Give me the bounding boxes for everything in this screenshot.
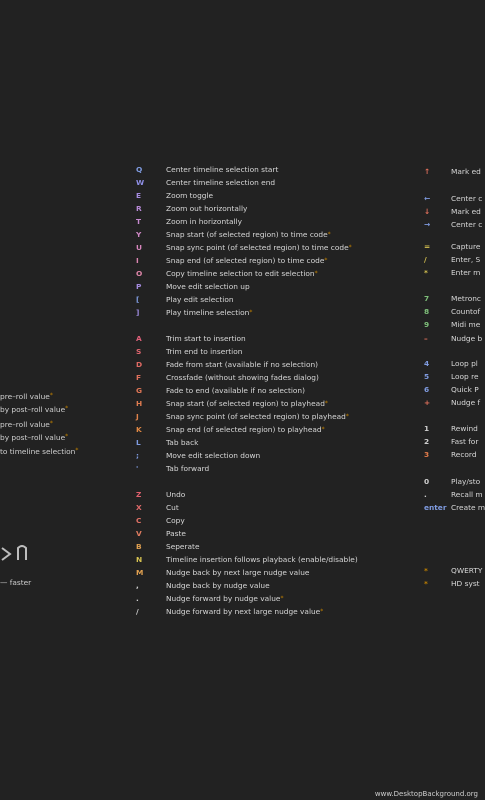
shortcut-key: =	[424, 242, 431, 251]
shortcut-key: –	[424, 334, 428, 343]
shortcut-description: Nudge f	[451, 398, 481, 407]
left-shortcut-fragment: pre–roll value*	[0, 392, 53, 401]
shortcut-description: Move edit selection down	[166, 451, 261, 460]
shortcut-key: A	[136, 334, 142, 343]
shortcut-description: Snap end (of selected region) to time code*	[166, 256, 328, 265]
shortcut-description: Midi me	[451, 320, 481, 329]
shortcut-description: Nudge forward by next large nudge value*	[166, 607, 324, 616]
shortcut-key: 8	[424, 307, 430, 316]
asterisk-marker: *	[348, 244, 352, 251]
shortcut-key: /	[136, 607, 139, 616]
shortcut-key: Y	[136, 230, 142, 239]
shortcut-key: L	[136, 438, 141, 447]
shortcut-description: Undo	[166, 490, 186, 499]
shortcut-description: Timeline insertion follows playback (enable/disable)	[166, 555, 358, 564]
logo-mark	[0, 538, 34, 566]
shortcut-key: 0	[424, 477, 430, 486]
shortcut-description: Fast for	[451, 437, 479, 446]
shortcut-description: Copy timeline selection to edit selection*	[166, 269, 318, 278]
shortcut-key: V	[136, 529, 142, 538]
watermark: www.DesktopBackground.org	[374, 790, 478, 798]
left-shortcut-fragment: by post–roll value*	[0, 405, 69, 414]
shortcut-description: Tab forward	[166, 464, 210, 473]
shortcut-description: Nudge back by nudge value	[166, 581, 270, 590]
asterisk-marker: *	[49, 392, 53, 399]
shortcut-description: Center timeline selection start	[166, 165, 279, 174]
shortcut-key: 5	[424, 372, 430, 381]
shortcut-description: Mark ed	[451, 167, 481, 176]
shortcut-description: Copy	[166, 516, 185, 525]
shortcut-key: W	[136, 178, 145, 187]
shortcut-key: 6	[424, 385, 430, 394]
shortcut-description: QWERTY	[451, 566, 483, 575]
shortcut-key: 7	[424, 294, 430, 303]
asterisk-marker: *	[75, 447, 79, 454]
shortcut-key: enter	[424, 503, 447, 512]
shortcut-key: ↓	[424, 207, 431, 216]
shortcut-key: ]	[136, 308, 140, 317]
shortcut-key: X	[136, 503, 142, 512]
shortcut-description: Snap end (of selected region) to playhead*	[166, 425, 325, 434]
shortcut-key: Z	[136, 490, 142, 499]
asterisk-marker: *	[280, 595, 284, 602]
shortcut-key: '	[136, 464, 139, 473]
shortcut-description: Mark ed	[451, 207, 481, 216]
shortcut-description: Create m	[451, 503, 485, 512]
shortcut-description: Center timeline selection end	[166, 178, 276, 187]
shortcut-key: H	[136, 399, 143, 408]
asterisk-marker: *	[49, 420, 53, 427]
shortcut-description: Center c	[451, 220, 483, 229]
shortcut-description: Paste	[166, 529, 186, 538]
shortcut-description: Play edit selection	[166, 295, 234, 304]
shortcut-description: Quick P	[451, 385, 479, 394]
shortcut-description: Fade to end (available if no selection)	[166, 386, 305, 395]
shortcut-key: /	[424, 255, 427, 264]
shortcut-description: Move edit selection up	[166, 282, 250, 291]
shortcut-key: *	[424, 566, 428, 575]
shortcut-description: Crossfade (without showing fades dialog)	[166, 373, 319, 382]
shortcut-key: S	[136, 347, 142, 356]
shortcut-key: E	[136, 191, 142, 200]
shortcut-key: 2	[424, 437, 430, 446]
shortcut-description: Loop pl	[451, 359, 478, 368]
shortcut-description: Center c	[451, 194, 483, 203]
asterisk-marker: *	[327, 231, 331, 238]
asterisk-marker: *	[324, 257, 328, 264]
shortcut-description: Nudge back by next large nudge value	[166, 568, 310, 577]
logo-caption: — faster	[0, 578, 32, 587]
shortcut-description: Fade from start (available if no selection)	[166, 360, 319, 369]
shortcut-key: K	[136, 425, 142, 434]
shortcut-description: Zoom out horizontally	[166, 204, 248, 213]
shortcut-description: Seperate	[166, 542, 200, 551]
shortcut-key: ↑	[424, 167, 431, 176]
asterisk-marker: *	[345, 413, 349, 420]
shortcut-key: M	[136, 568, 144, 577]
shortcut-description: Snap start (of selected region) to time code*	[166, 230, 331, 239]
shortcut-key: 3	[424, 450, 430, 459]
shortcut-description: Capture	[451, 242, 481, 251]
shortcut-description: Zoom toggle	[166, 191, 214, 200]
shortcut-description: Cut	[166, 503, 179, 512]
shortcut-key: 1	[424, 424, 430, 433]
shortcut-description: Snap sync point (of selected region) to time code*	[166, 243, 352, 252]
shortcut-key: ,	[136, 581, 139, 590]
shortcut-description: Snap start (of selected region) to playhead*	[166, 399, 328, 408]
left-shortcut-fragment: pre–roll value*	[0, 420, 53, 429]
shortcut-key: .	[424, 490, 427, 499]
shortcut-key: J	[136, 412, 139, 421]
shortcut-key: D	[136, 360, 143, 369]
shortcut-description: Snap sync point (of selected region) to playhead*	[166, 412, 349, 421]
shortcut-key: C	[136, 516, 142, 525]
shortcut-description: Rewind	[451, 424, 478, 433]
shortcut-key: O	[136, 269, 143, 278]
shortcut-description: Countof	[451, 307, 481, 316]
shortcut-key: N	[136, 555, 143, 564]
shortcut-key: ;	[136, 451, 139, 460]
shortcut-description: Zoom in horizontally	[166, 217, 243, 226]
shortcut-description: Trim start to insertion	[166, 334, 246, 343]
shortcut-key: ←	[424, 194, 431, 203]
shortcut-key: B	[136, 542, 142, 551]
shortcut-key: 4	[424, 359, 430, 368]
shortcut-description: Recall m	[451, 490, 483, 499]
asterisk-marker: *	[65, 433, 69, 440]
shortcut-key: +	[424, 398, 431, 407]
shortcut-description: Metronc	[451, 294, 481, 303]
shortcut-description: Record	[451, 450, 477, 459]
shortcut-key: G	[136, 386, 143, 395]
left-shortcut-fragment: by post–roll value*	[0, 433, 69, 442]
asterisk-marker: *	[249, 309, 253, 316]
shortcut-description: Tab back	[166, 438, 199, 447]
shortcut-key: *	[424, 268, 428, 277]
asterisk-marker: *	[321, 426, 325, 433]
shortcut-description: Play timeline selection*	[166, 308, 253, 317]
shortcut-description: Enter m	[451, 268, 481, 277]
shortcut-description: HD syst	[451, 579, 480, 588]
shortcut-key: U	[136, 243, 143, 252]
shortcut-key: P	[136, 282, 142, 291]
shortcut-description: Play/sto	[451, 477, 481, 486]
shortcut-key: [	[136, 295, 140, 304]
shortcut-description: Trim end to insertion	[166, 347, 243, 356]
shortcut-description: Enter, S	[451, 255, 481, 264]
left-shortcut-fragment: to timeline selection*	[0, 447, 79, 456]
shortcut-key: R	[136, 204, 142, 213]
shortcut-key: .	[136, 594, 139, 603]
shortcut-key: 9	[424, 320, 430, 329]
shortcut-key: F	[136, 373, 142, 382]
shortcut-description: Loop re	[451, 372, 479, 381]
shortcut-key: T	[136, 217, 142, 226]
shortcut-key: Q	[136, 165, 143, 174]
asterisk-marker: *	[324, 400, 328, 407]
shortcut-key: →	[424, 220, 431, 229]
shortcut-key: I	[136, 256, 139, 265]
asterisk-marker: *	[314, 270, 318, 277]
shortcut-description: Nudge forward by nudge value*	[166, 594, 284, 603]
shortcut-key: *	[424, 579, 428, 588]
shortcut-description: Nudge b	[451, 334, 483, 343]
asterisk-marker: *	[65, 405, 69, 412]
asterisk-marker: *	[320, 608, 324, 615]
